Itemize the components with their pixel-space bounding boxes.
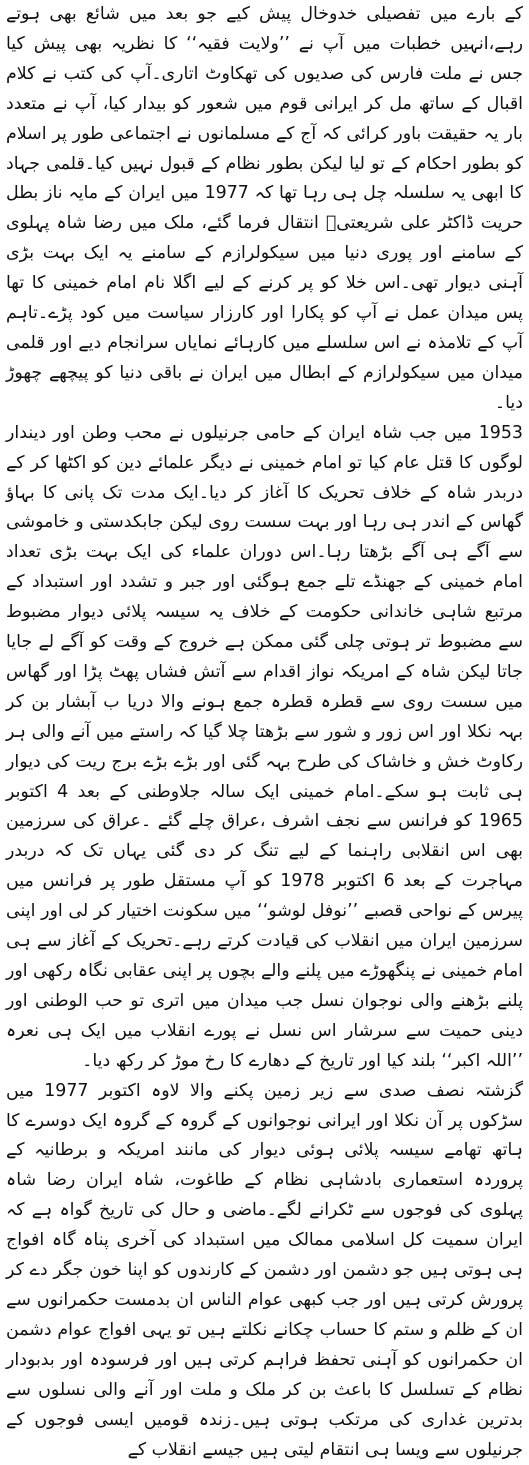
paragraph-1: کے بارے میں تفصیلی خدوخال پیش کیے جو بعد میں شائع بھی ہوتے رہے،انہیں خطبات میں آپ نے ’’ولایت فقیہ‘‘ کا نظریہ بھی پیش کیا جس نے ملت فارس کی صدیوں کی تھکاوٹ اتاری۔آپ کی کتب نے کلام اقبال کے ساتھ مل کر ایرانی قوم میں شعور کو بیدار کیا، آپ نے متعدد بار یہ حقیقت باور کرائی کہ آج کے مسلمانوں نے اجتماعی طور پر اسلام کو بطور احکام کے تو لیا لیکن بطور نظام کے قبول نہیں کیا۔قلمی جہاد کا ابھی یہ سلسلہ چل ہی رہا تھا کہ 1977 میں ایران کے مایہ ناز بطل حریت ڈاکٹر علی شریعتیؒ انتقال فرما گئے، ملک میں رضا شاہ پہلوی کے سامنے اور پوری دنیا میں سیکولرازم کے سامنے یہ ایک بہت بڑی آہنی دیوار تھی۔اس خلا کو پر کرنے کے لیے اگلا نام امام خمینی کا تھا پس میدان عمل نے آپ کو پکارا اور کارزار سیاست میں کود پڑے۔تاہم آپ کے تلامذہ نے اس سلسلے میں کارہائے نمایاں سرانجام دیے اور قلمی میدان میں سیکولرازم کے ابطال میں ایران نے باقی دنیا کو پیچھے چھوڑ دیا۔ — [6, 4, 524, 413]
paragraph-3: گزشتہ نصف صدی سے زیر زمین پکنے والا لاوہ اکتوبر 1977 میں سڑکوں پر آن نکلا اور ایرانی نوجوانوں کے گروہ کے گروہ ایک دوسرے کا ہاتھ تھامے سیسہ پلائی ہوئی دیوار کی مانند امریکہ و برطانیہ کے پروردہ استعماری بادشاہی نظام کے طاغوت، شاہ ایران رضا شاہ پہلوی کی فوجوں سے ٹکرانے لگے۔ماضی و حال کی تاریخ گواہ ہے کہ ایران سمیت کل اسلامی ممالک میں استبداد کی آخری پناہ گاہ افواج ہی ہوتی ہیں جو دشمن اور دشمن کے کارندوں کو اپنا خون جگر دے کر پرورش کرتی ہیں اور جب کبھی عوام الناس ان بدمست حکمرانوں سے ان کے ظلم و ستم کا حساب چکانے نکلتے ہیں تو یہی افواج عوام دشمن ان حکمرانوں کو آہنی تحفظ فراہم کرتی ہیں اور فرسودہ اور بدبودار نظام کے تسلسل کا باعث بن کر ملک و ملت اور آنے والی نسلوں سے بدترین غداری کی مرتکب ہوتی ہیں۔زندہ قومیں ایسی فوجوں کے جرنیلوں سے ویسا ہی انتقام لیتی ہیں جیسے انقلاب کے — [6, 1080, 523, 1460]
paragraph-2: 1953 میں جب شاہ ایران کے حامی جرنیلوں نے محب وطن اور دیندار لوگوں کا قتل عام کیا تو امام خمینی نے دیگر علمائے دین کو اکٹھا کر کے دربدر شاہ کے خلاف تحریک کا آغاز کر دیا۔ایک مدت تک پانی کا بہاؤ گھاس کے اندر ہی رہا اور بہت سست روی لیکن جابکدستی و خاموشی سے آگے ہی آگے بڑھتا رہا۔اس دوران علماء کی ایک بہت بڑی تعداد امام خمینی کے جھنڈے تلے جمع ہوگئی اور جبر و تشدد اور استبداد کے مرتبع شاہی خاندانی حکومت کے خلاف یہ سیسہ پلائی دیوار مضبوط سے مضبوط تر ہوتی چلی گئی ممکن ہے خروج کے وقت کو آگے لے جایا جاتا لیکن شاہ کے امریکہ نواز اقدام سے آتش فشاں پھٹ پڑا اور گھاس میں سست روی سے قطرہ قطرہ جمع ہونے والا دریا ب آبشار بن کر بہہ نکلا اور اس زور و شور سے بڑھتا چلا گیا کہ راستے میں آنے والی ہر رکاوٹ خش و خاشاک کی طرح بہہ گئی اور بڑے بڑے برج ریت کی دیوار ہی ثابت ہو سکے۔امام خمینی ایک سالہ جلاوطنی کے بعد 4 اکتوبر 1965 کو فرانس سے نجف اشرف ،عراق چلے گئے ۔عراق کی سرزمین بھی اس انقلابی راہنما کے لیے تنگ کر دی گئی یہاں تک کہ دربدر مہاجرت کے بعد 6 اکتوبر 1978 کو آپ مستقل طور پر فرانس میں پیرس کے نواحی قصبے ’’نوفل لوشو‘‘ میں سکونت اختیار کر لی اور اپنی سرزمین ایران میں انقلاب کی قیادت کرتے رہے۔تحریک کے آغاز سے ہی امام خمینی نے پنگھوڑے میں پلنے والے بچوں پر اپنی عقابی نگاہ رکھی اور پلنے بڑھنے والی نوجوان نسل جب میدان میں اتری تو حب الوطنی اور دینی حمیت سے سرشار اس نسل نے پورے انقلاب میں ایک ہی نعرہ ’’اللہ اکبر‘‘ بلند کیا اور تاریخ کے دھارے کا رخ موڑ کر رکھ دیا۔ — [6, 422, 523, 1071]
